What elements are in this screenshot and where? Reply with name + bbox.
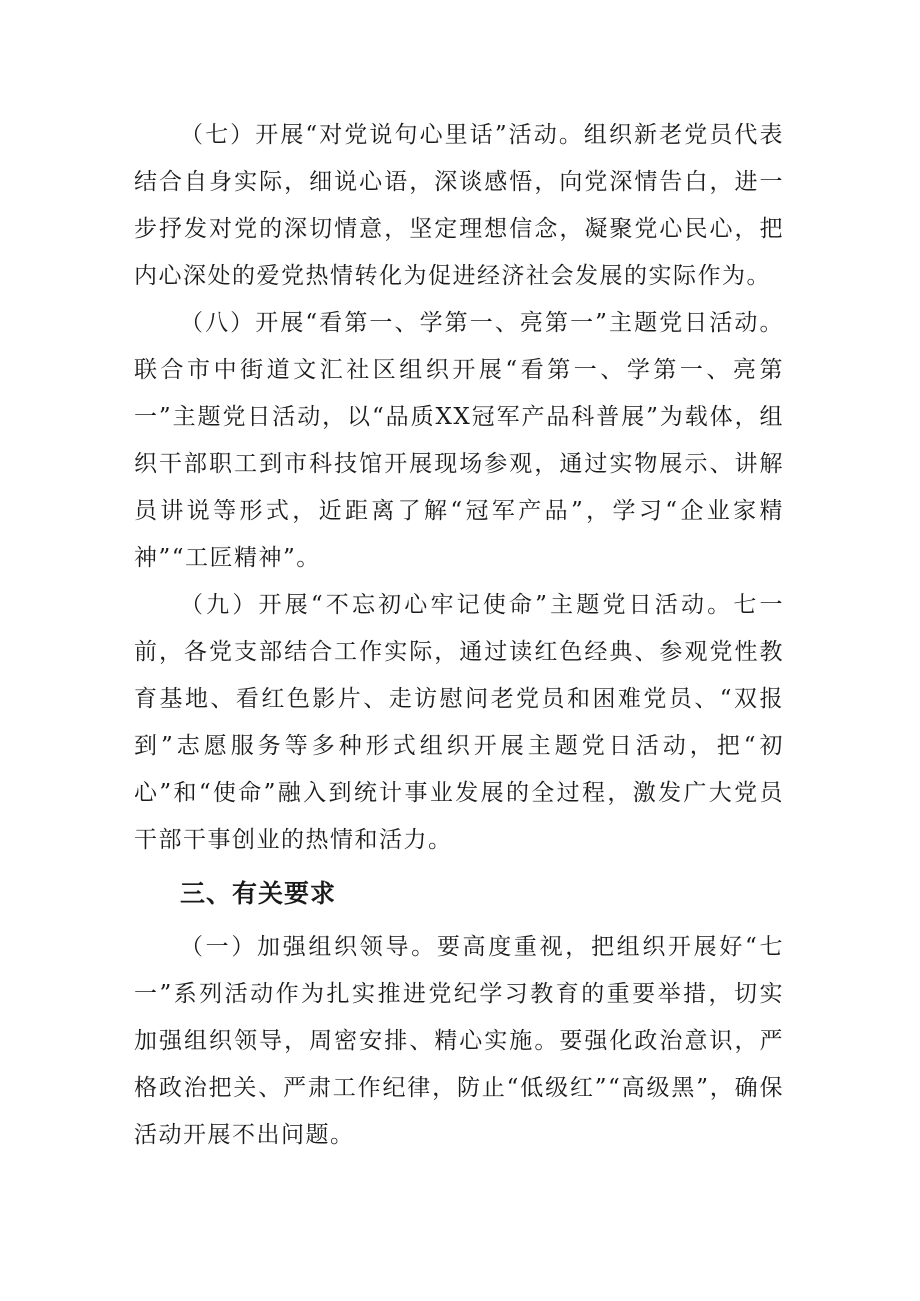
paragraph-8-first-theme-day: （八）开展“看第一、学第一、亮第一”主题党日活动。联合市中街道文汇社区组织开展“看第一、学第一、亮第一”主题党日活动，以“品质XX冠军产品科普展”为载体，组织干部职工到市科技馆开展现场参观，通过实物展示、讲解员讲说等形式，近距离了解“冠军产品”，学习“企业家精神”“工匠精神”。	[134, 310, 784, 571]
paragraph-7-speak-to-party: （七）开展“对党说句心里话”活动。组织新老党员代表结合自身实际，细说心语，深谈感悟，向党深情告白，进一步抒发对党的深切情意，坚定理想信念，凝聚党心民心，把内心深处的爱党热情转化为促进经济社会发展的实际作为。	[134, 122, 784, 289]
section-heading-requirements: 三、有关要求	[180, 879, 337, 908]
paragraph-requirement-1: （一）加强组织领导。要高度重视，把组织开展好“七一”系列活动作为扎实推进党纪学习教育的重要举措，切实加强组织领导，周密安排、精心实施。要强化政治意识，严格政治把关、严肃工作纪律，防止“低级红”“高级黑”，确保活动开展不出问题。	[134, 934, 784, 1148]
paragraph-9-original-mission: （九）开展“不忘初心牢记使命”主题党日活动。七一前，各党支部结合工作实际，通过读红色经典、参观党性教育基地、看红色影片、走访慰问老党员和困难党员、“双报到”志愿服务等多种形式组织开展主题党日活动，把“初心”和“使命”融入到统计事业发展的全过程，激发广大党员干部干事创业的热情和活力。	[134, 592, 784, 853]
